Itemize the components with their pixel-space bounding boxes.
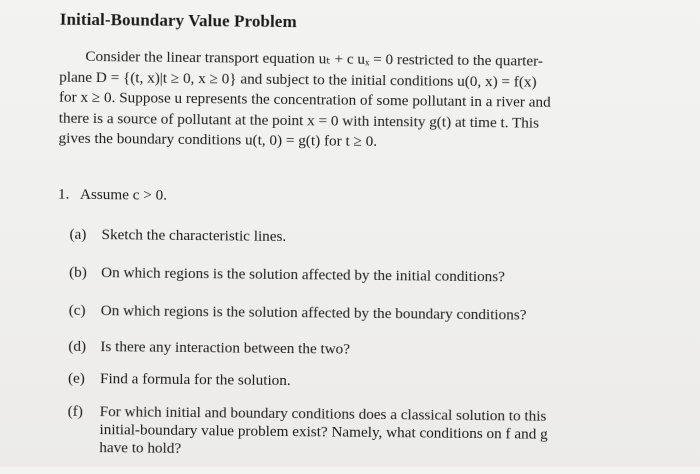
intro-line: Consider the linear transport equation uₜ + c uₓ = 0 restricted to the quarter- (85, 47, 544, 70)
question-1 (58, 185, 167, 206)
part-e (68, 369, 291, 391)
part-text: Find a formula for the solution. (99, 370, 291, 390)
intro-line: plane D = {(t, x)|t ≥ 0, x ≥ 0} and subject to the initial conditions u(0, x) = f(x) (59, 68, 537, 91)
intro-line: for x ≥ 0. Suppose u represents the concentration of some pollutant in a river and (58, 88, 551, 111)
part-label: (c) (68, 301, 86, 319)
part-text: Is there any interaction between the two? (100, 338, 351, 358)
question-number: 1. (57, 185, 70, 203)
part-label: (e) (67, 369, 85, 387)
intro-line: there is a source of pollutant at the point x = 0 with intensity g(t) at time t. This (58, 109, 540, 132)
intro-paragraph (58, 47, 683, 156)
question-text: Assume c > 0. (79, 185, 168, 204)
part-label: (d) (68, 337, 87, 355)
part-label: (f) (67, 402, 83, 420)
page-title: Initial-Boundary Value Problem (59, 9, 297, 32)
part-text-continued: initial-boundary value problem exist? Namely, what conditions on f and g (99, 421, 548, 443)
part-label: (b) (69, 263, 87, 281)
part-b (69, 263, 505, 288)
part-text: Sketch the characteristic lines. (101, 226, 287, 246)
part-f (67, 403, 548, 462)
part-label: (a) (69, 225, 87, 243)
part-c (69, 301, 527, 326)
part-text: For which initial and boundary conditions does a classical solution to this (99, 403, 547, 425)
part-a (69, 225, 286, 247)
part-text: On which regions is the solution affected by the boundary conditions? (100, 302, 527, 324)
part-d (68, 337, 350, 360)
intro-line: gives the boundary conditions u(t, 0) = g(t) for t ≥ 0. (58, 129, 378, 150)
part-text: On which regions is the solution affected by the initial conditions? (101, 264, 506, 286)
part-text-continued: have to hold? (99, 439, 182, 457)
